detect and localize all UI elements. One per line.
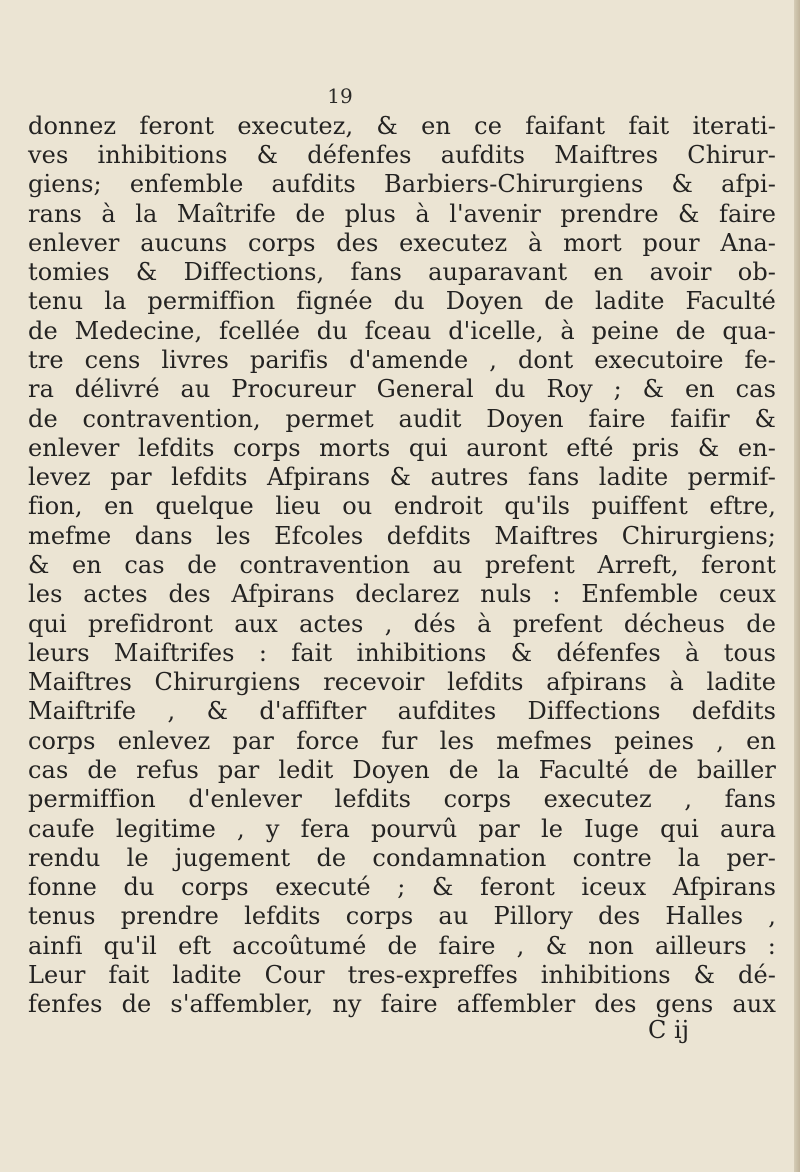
text-line: fion, en quelque lieu ou endroit qu'ils puiffent eftre, bbox=[28, 492, 776, 520]
text-line: levez par lefdits Afpirans & autres fans ladite permif- bbox=[28, 463, 776, 491]
text-line: & en cas de contravention au prefent Arreft, feront bbox=[28, 551, 776, 579]
text-line: de Medecine, fcellée du fceau d'icelle, à peine de qua- bbox=[28, 317, 776, 345]
text-line: fonne du corps executé ; & feront iceux Afpirans bbox=[28, 873, 776, 901]
page-edge bbox=[794, 0, 800, 1172]
text-line: ves inhibitions & défenfes aufdits Maiftres Chirur- bbox=[28, 141, 776, 169]
text-line: les actes des Afpirans declarez nuls : Enfemble ceux bbox=[28, 580, 776, 608]
text-line: tre cens livres parifis d'amende , dont executoire fe- bbox=[28, 346, 776, 374]
text-line: giens; enfemble aufdits Barbiers-Chirurgiens & afpi- bbox=[28, 170, 776, 198]
text-line: leurs Maiftrifes : fait inhibitions & défenfes à tous bbox=[28, 639, 776, 667]
text-line: caufe legitime , y fera pourvû par le Iuge qui aura bbox=[28, 815, 776, 843]
text-line: enlever lefdits corps morts qui auront efté pris & en- bbox=[28, 434, 776, 462]
text-line: rans à la Maîtrife de plus à l'avenir prendre & faire bbox=[28, 200, 776, 228]
text-line: mefme dans les Efcoles defdits Maiftres Chirurgiens; bbox=[28, 522, 776, 550]
text-line: tenu la permiffion fignée du Doyen de ladite Faculté bbox=[28, 287, 776, 315]
text-line: qui prefidront aux actes , dés à prefent décheus de bbox=[28, 610, 776, 638]
signature-mark: C ij bbox=[648, 1016, 690, 1044]
text-line: donnez feront executez, & en ce faifant fait iterati- bbox=[28, 112, 776, 140]
text-line: tenus prendre lefdits corps au Pillory des Halles , bbox=[28, 902, 776, 930]
page-number: 19 bbox=[327, 84, 353, 108]
text-line: corps enlevez par force fur les mefmes peines , en bbox=[28, 727, 776, 755]
text-line: Maiftres Chirurgiens recevoir lefdits afpirans à ladite bbox=[28, 668, 776, 696]
text-line: de contravention, permet audit Doyen faire faifir & bbox=[28, 405, 776, 433]
text-line: Maiftrife , & d'affifter aufdites Diffections defdits bbox=[28, 697, 776, 725]
text-line: ainfi qu'il eft accoûtumé de faire , & non ailleurs : bbox=[28, 932, 776, 960]
text-line: cas de refus par ledit Doyen de la Faculté de bailler bbox=[28, 756, 776, 784]
text-line: ra délivré au Procureur General du Roy ; & en cas bbox=[28, 375, 776, 403]
text-line: permiffion d'enlever lefdits corps executez , fans bbox=[28, 785, 776, 813]
text-line: rendu le jugement de condamnation contre la per- bbox=[28, 844, 776, 872]
text-line: Leur fait ladite Cour tres-expreffes inhibitions & dé- bbox=[28, 961, 776, 989]
text-line: fenfes de s'affembler, ny faire affembler des gens aux bbox=[28, 990, 776, 1018]
text-line: tomies & Diffections, fans auparavant en avoir ob- bbox=[28, 258, 776, 286]
text-line: enlever aucuns corps des executez à mort pour Ana- bbox=[28, 229, 776, 257]
